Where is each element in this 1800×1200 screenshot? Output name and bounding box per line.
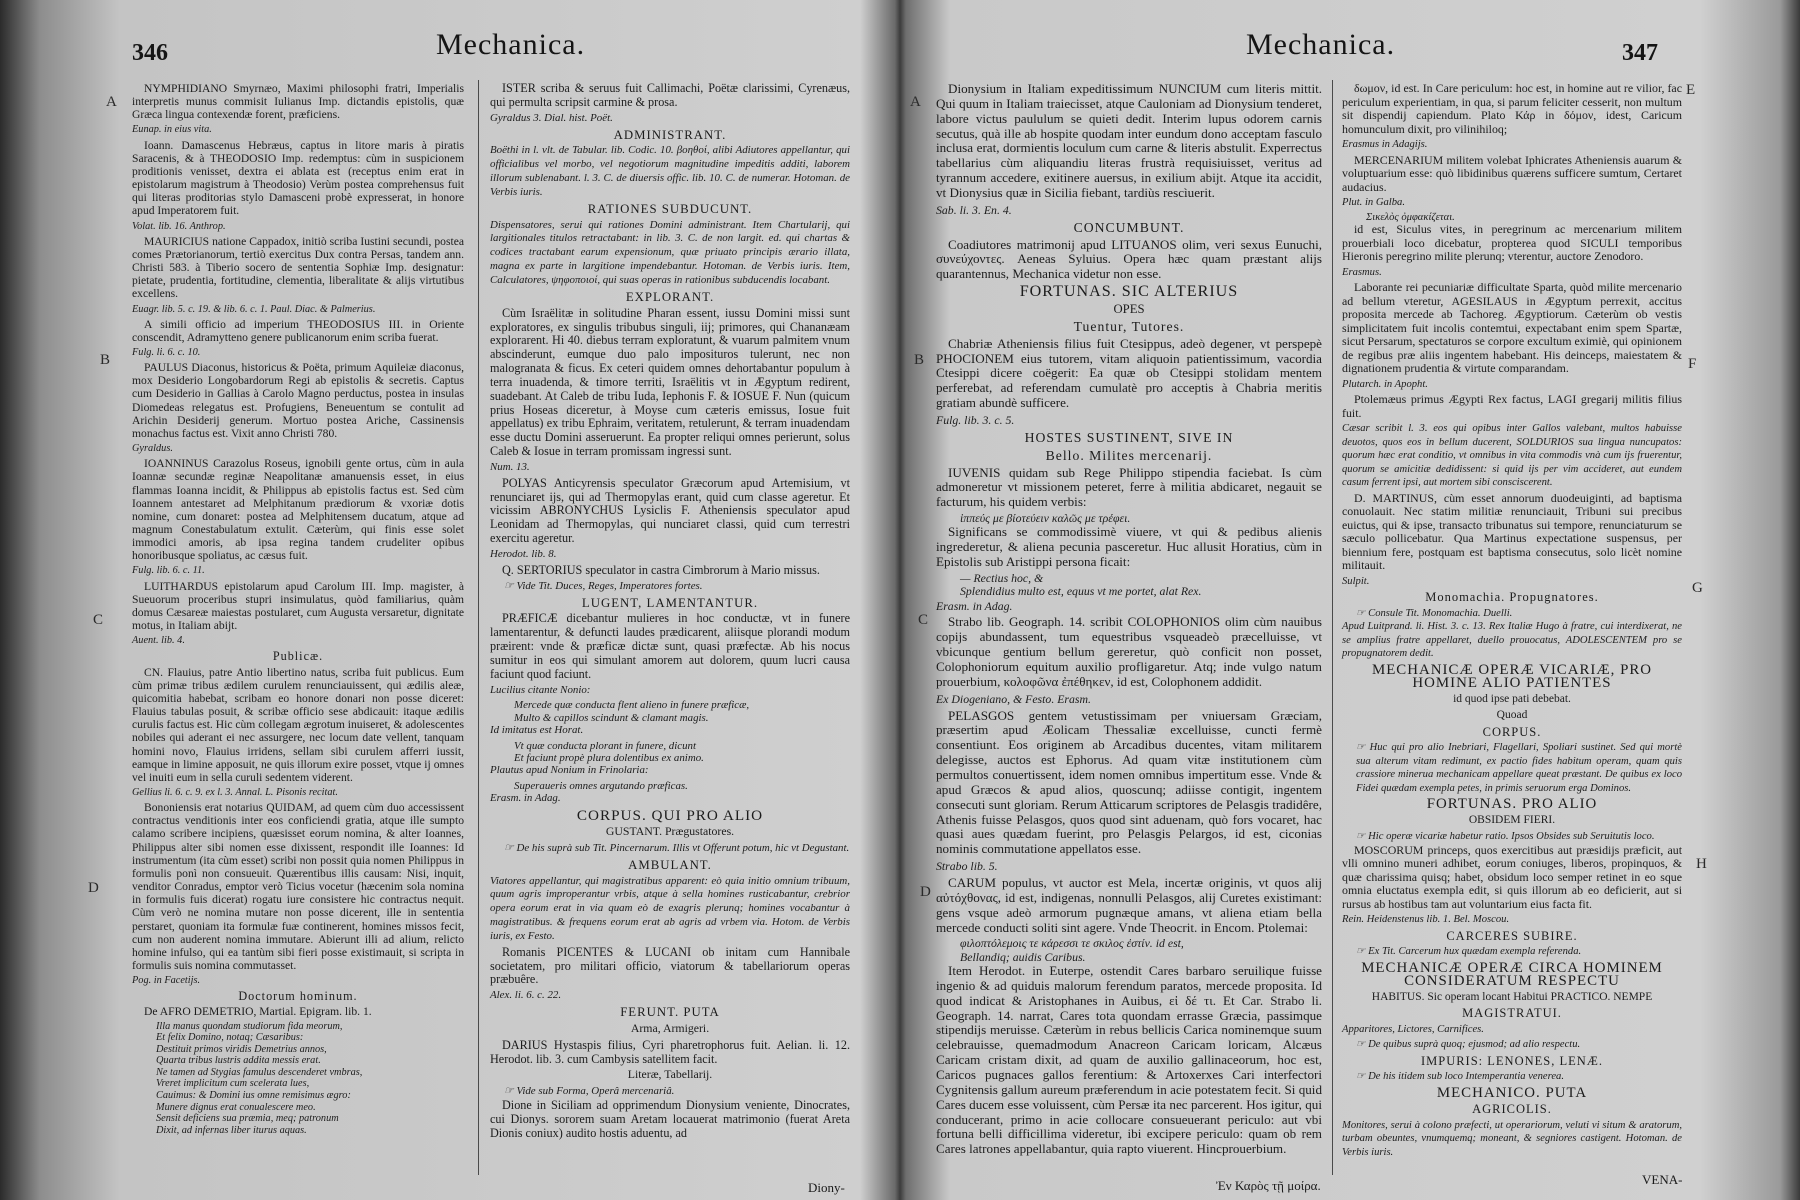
- paragraph: De AFRO DEMETRIO, Martial. Epigram. lib. 1.: [144, 1005, 372, 1019]
- cross-reference: ☞ De his itidem sub loco Intemperantia venerea.: [1356, 1071, 1564, 1083]
- verse-line: Ne tamen ad Stygias famulus descenderet vmbras,: [156, 1066, 363, 1078]
- paragraph: Cùm Israëlitæ in solitudine Pharan essent, iussu Domini missi sunt exploratores, ex singulis tribubus singuli, iij; primores, qui Chananæam explorarent. Hi 40. diebus terram exploratunt, & vuarum palmitem vnum abscinderunt, eumque duo palo imposituros tulerunt, nec non malogranata & ficus. Ex ceteri quidem omnes dehortabantur populum à terra inuadenda, & timore territi, Israëlitis vt in Ægyptum redirent, suadebant. At Caleb de tribu Iuda, Iephonis F. & IOSUE F. Nun (quicum prius Hoseas diceretur, à Moyse cum cæteris emissus, Iosue fuit appellatus) ex tribu Ephraim, veritatem, retulerunt, & terram inuadendam esse ductu Domini asseruerunt. Ea propter reliqui omnes perierunt, solus Caleb & Iosue in terram promissam ingressi sunt.: [490, 305, 850, 459]
- paragraph: CARUM populus, vt auctor est Mela, incertæ originis, vt quos alij αὐτόχθονας, id est, indigenas, nonnulli Pelasgos, alij Curetes existimant: gens vsque adeò armorum pugnæque amans, vt aliena etiam bella mercede conducti soliti sint agere. Vnde Theocrit. in Encom. Ptolemai:: [936, 875, 1322, 935]
- citation: Fulg. lib. 3. c. 5.: [936, 413, 1015, 428]
- citation: Rein. Heidenstenus lib. 1. Bel. Moscou.: [1342, 914, 1510, 926]
- citation: Plut. in Galba.: [1342, 197, 1405, 208]
- section-heading: ADMINISTRANT.: [613, 127, 727, 142]
- citation: Monitores, serui à colono præfecti, ut operariorum, veluti vi situm & aratorum, turbam obeuntes, vnumquemq; moneant, & segniores castigent. Hotoman. de Verbis iuris.: [1342, 1119, 1682, 1158]
- citation: Strabo lib. 5.: [936, 859, 998, 874]
- citation: Lucilius citante Nonio:: [490, 683, 591, 696]
- citation: Euagr. lib. 5. c. 19. & lib. 6. c. 1. Paul. Diac. & Palmerius.: [132, 303, 376, 315]
- paragraph: CN. Flauius, patre Antio libertino natus, scriba fuit publicus. Eum cùm primæ tribus ædilem curulem renunciauissent, qui ædilis aleæ, quicomitia habebat, scribam eo honore donari non posse diceret: Flauius tabulas posuit, & scribæ officio sese abdicauit: itaque ædilis curulis factus est. Hic cùm collegam ægrotum inuiseret, & adolescentes nobiles qui aderant ei nec assurgere, nec locum date vellent, tanquam homini novo, Flauius irridens, sellam sibi curulem afferri iussit, eamque in limine apposuit, ne quis illorum exire posset, vtque ij omnes vel inuiti eum in sella curuli sedentem viderent.: [132, 665, 464, 784]
- paragraph: Dionysium in Italiam expeditissimum NUNCIUM cum literis mittit. Qui quum in Italiam traiecisset, atque Cauloniam ad Dionysium tenderet, labore victus paululum se quieti dedit. Interim lupus odorem carnis secutus, quà ille ab hospite quodam inter eundum dono acceptam fasculo inclusa erat, dormientis loculum cum carne & literis abstulit. Experrectus tabellarius cùm aliquandiu literas frustrà requisiuisset, veritus ad tyrannum accedere, exitinere auersus, in exilium abijt. Atque ita accidit, vt Dionysius quæ in Sicilia fiebant, tardiùs rescìuerit.: [936, 81, 1322, 201]
- margin-letter: G: [1692, 580, 1703, 596]
- paragraph: δωμον, id est. In Care periculum: hoc est, in homine aut re vilior, fac periculum experientiam, in qua, si parum feliciter cesserit, non multum sit dispendij capiendum. Plato Κάρ in δόμον, idest, Caricum homunculum dixit, pro vilinihiloq;: [1342, 81, 1682, 136]
- paragraph: Q. SERTORIUS speculator in castra Cimbrorum à Mario missus.: [502, 562, 820, 577]
- citation: Erasmus in Adagijs.: [1342, 139, 1428, 150]
- verse-line: Sensit deficiens sua præmia, meq; patronum: [156, 1113, 339, 1125]
- citation: Cæsar scribit l. 3. eos qui opibus inter Gallos valebant, multos habuisse deuotos, quos eos in bellum ducerent, SOLDURIOS sua lingua nuncupatos: quorum hæc erat conditio, vt omnibus in vita commodis vnà cum ijs fruerentur, quorum se amicitiæ dedidissent: si quid ijs per vim accideret, aut eundem casum ferrent ipsi, aut mortem sibi consciscerent.: [1342, 423, 1682, 489]
- verse-line: Dixit, ad infernas liber iturus aquas.: [156, 1124, 307, 1136]
- verse-line: φιλοπτόλεμοις τε κάρεσσι τε σκιλος ἐστίν. id est,: [960, 936, 1184, 951]
- margin-letter: C: [918, 612, 929, 628]
- paragraph: Romanis PICENTES & LUCANI ob initam cum Hannibale societatem, pro militari officio, viatorum & tabellariorum operas præbuêre.: [490, 944, 850, 987]
- verse-line: Quarta tribus lustris addita messis erat.: [156, 1055, 321, 1067]
- column-divider: [478, 80, 479, 1175]
- sub-heading: Arma, Armigeri.: [630, 1020, 710, 1035]
- paragraph: id est, Siculus vites, in peregrinum ac mercenarium militem prouerbiali loco dicebatur, propterea quod SICULI temporibus Hieronis peregrino milite plerunq; vterentur, auctore Zenodoro.: [1342, 222, 1682, 264]
- verse-line: Superaueris omnes argutando præficas.: [514, 780, 688, 793]
- paragraph: POLYAS Anticyrensis speculator Græcorum apud Artemisium, vt renunciaret ijs, qui ad Thermopylas erant, quid cum classe ageretur. Et vicissim ABRONYCHUS Lysiclis F. Atheniensis speculator apud Leonidam ad Thermopylas, qui nunciaret classi, quid cum terrestri exercitu ageretur.: [490, 475, 850, 546]
- citation: Gyraldus.: [132, 443, 173, 455]
- page-number-left: 346: [132, 40, 168, 66]
- citation: Apud Luitprand. li. Hist. 3. c. 13. Rex Italiæ Hugo à fratre, cui interdixerat, ne se amplius fratre appellaret, duello prouocatus, ADOLESCENTEM pro se propugnatorem dedit.: [1342, 621, 1682, 660]
- citation: Boëthi in l. vlt. de Tabular. lib. Codic. 10. βοηθοί, alibi Adiutores appellantur, qui officialibus vel morbo, vel negotiorum magnitudine impeditis additi, laborem illorum sublenabant. l. 3. C. de diuersis offic. lib. 10. C. de numerar. Hotoman. de Verbis iuris.: [490, 144, 850, 198]
- section-heading: LUGENT, LAMENTANTUR.: [581, 595, 759, 610]
- margin-letter: H: [1696, 856, 1707, 872]
- sub-heading: GUSTANT. Prægustatores.: [605, 823, 735, 838]
- citation: Alex. li. 6. c. 22.: [490, 989, 562, 1002]
- section-heading: Bello. Milites mercenarij.: [1045, 447, 1213, 463]
- sub-heading: OPES: [1113, 302, 1145, 317]
- verse-line: ἱππεύς με βίοτεύειν καλῶς με τρέφει.: [960, 511, 1131, 526]
- paragraph: PAULUS Diaconus, historicus & Poëta, primum Aquileiæ diaconus, mox Desiderio Longobardorum Regi ab epistolis & secretis. Captus cum Desiderio in Gallias à Carolo Magno perductus, postea in insulas Diomedeas relegatus est. Profugiens, Beneuentum se contulit ad Arichin Desiderij generum. Mortuo postea Ariche, Cassinensis monachus factus est. Vixit anno Christi 780.: [132, 361, 464, 440]
- citation: Fulg. lib. 6. c. 11.: [132, 565, 205, 577]
- paragraph: IOANNINUS Carazolus Roseus, ignobili gente ortus, cùm in aula Ioannæ secundæ reginæ Neapolitanæ amanuensis esset, in eius flammas Ioanna incidit, & Philippus ab epistolis factus est. Sed cùm Ioannem antestaret ad Melphitanum prædiorum & vxoriæ dotis nomine, cum donaret: postea ad Melphitensem ducatum, atque ad magnum Conestabulatum extulit. Cæterùm, qui finis esse solet immodici amoris, ab ipsa regina tandem crudeliter opibus honoribusque spoliatus, ac cæsus fuit.: [132, 457, 464, 563]
- sub-heading: HABITUS. Sic operam locant Habitui PRACTICO. NEMPE: [1371, 990, 1653, 1003]
- section-heading: CARCERES SUBIRE.: [1446, 928, 1578, 943]
- citation: Fulg. li. 6. c. 10.: [132, 346, 201, 358]
- paragraph: Strabo lib. Geograph. 14. scribit COLOPHONIOS olim cùm nauibus copijs abundassent, tum equestribus vsqueadeò præcelluisse, vt vbicunque gentium bellum gereretur, quò conficit non posset, Colophoniorum equitum auxilio profligaretur. Atq; inde vulgo natum prouerbium, κολοφῶνα ἐπέθηκεν, id est, Colophonem addidit.: [936, 614, 1322, 689]
- cross-reference: ☞ Vide sub Forma, Operâ mercenariâ.: [504, 1085, 675, 1098]
- margin-letter: C: [93, 612, 104, 628]
- paragraph: MERCENARIUM militem volebat Iphicrates Atheniensis auarum & voluptuarium esse: quò libidinibus quærens sufficere sumtum, Certaret audacius.: [1342, 152, 1682, 194]
- section-heading: CORPUS.: [1482, 724, 1542, 739]
- margin-letter: B: [914, 352, 925, 368]
- citation: Erasmus.: [1342, 266, 1382, 278]
- verse-line: Vreret implicitum cum scelerata lues,: [156, 1078, 310, 1090]
- citation: Sulpit.: [1342, 575, 1370, 587]
- catchword-right: VENA-: [1642, 1172, 1683, 1187]
- right-page: [906, 0, 1800, 1200]
- citation: Plutarch. in Apopht.: [1342, 378, 1428, 390]
- paragraph: LUITHARDUS epistolarum apud Carolum III. Imp. magister, à Sueuorum proceribus stupri insimulatus, quòd familiarius, quàm domus Cæsareæ maiestas postularet, cum Augusta versaretur, dignitate motus, in Italiam abijt.: [132, 579, 464, 633]
- major-heading: MECHANICÆ OPERÆ CIRCA HOMINEM CONSIDERATUM RESPECTU: [1361, 959, 1663, 990]
- citation: Apparitores, Lictores, Carnifices.: [1342, 1023, 1484, 1035]
- cross-reference: ☞ De his suprà sub Tit. Pincernarum. Illis vt Offerunt potum, hic vt Degustant.: [504, 841, 850, 854]
- verse-line: Munere dignus erat conualescere meo.: [156, 1101, 316, 1113]
- section-heading: CONCUMBUNT.: [1073, 219, 1185, 235]
- paragraph: Chabriæ Atheniensis filius fuit Ctesippus, adeò degener, vt perspepè PHOCIONEM eius tutorem, vitam aliquoin patientissimum, vacordia Ctesippi dicere coëgerit: Ea quæ ob Ctesippi stolidam mentem perferebat, ad referendam cumulatè pro acceptis à Chabria meritis gratiam abundè sufficere.: [936, 335, 1322, 411]
- section-heading: Monomachia. Propugnatores.: [1425, 590, 1599, 605]
- verse-line: — Rectius hoc, &: [960, 571, 1044, 586]
- citation: Dispensatores, serui qui rationes Domini administrant. Item Chartularij, qui largitionales titulos retractabant: in lib. 3. C. de non largit. ed. qui chartas & codices tractabant earum expensionum, quæ priuato principis ærario illata, magna ex parte in largitione impendebantur. Hotoman. de Verbis iuris. Item, Calculatores, ψηφοποιοί, qui suas operas in rationibus subducendis locabant.: [490, 218, 850, 286]
- paragraph: PELASGOS gentem vetustissimam per vniuersam Græciam, præsertim apud Æolicam Thessaliæ excelluisse, cuncti fermè consentiunt. Eos originem ab Arcadibus ducentes, vitam militarem delegisse, auctos est Ephorus. Ad quam vitæ institutionem cùm permultos conuertissent, idem nomen omnibus impertitum esse. Vnde & apud Græcos & apud alios, quoscunq; adiisse contigit, ingentem consecuti sunt gloriam. Rerum Atticarum scriptores de Pelasgis tradidêre, Athenis fuisse Pelasgos, quos quod sint aduenam, quò fors vocaret, hac quasi aues quædam fuerint, pro Pelasgis Pelargos, id est, ciconias nominis commutatione appellatos esse.: [936, 707, 1322, 857]
- section-heading: Tuentur, Tutores.: [1073, 318, 1185, 334]
- catchword-left: Diony-: [808, 1180, 845, 1195]
- cross-reference: ☞ Huc qui pro alio Inebriari, Flagellari, Spoliari sustinet. Sed qui mortè sua alterum vitam redimunt, ex pactio fides habitum operam, quam quis crassiore minerua mechanicam appellare queat præstant. De quibus ex loco Fidei quædam exempla petes, in primis seruorum erga Dominos.: [1356, 742, 1682, 794]
- citation: Herodot. lib. 8.: [490, 548, 557, 560]
- margin-letter: E: [1686, 82, 1696, 98]
- margin-letter: D: [88, 880, 99, 896]
- major-heading: MECHANICÆ OPERÆ VICARIÆ, PRO HOMINE ALIO PATIENTES: [1371, 661, 1653, 692]
- section-heading: FERUNT. PUTA: [620, 1005, 720, 1020]
- citation: Viatores appellantur, qui magistratibus apparent: eò quia initio omnium tribuum, quum agris improperantur vrbis, atque à sella homines rusticabantur, crebrior opera eorum erat in via quam eò de exagris plerunq; homines vocabantur à magistratibus. & frequens eorum erat ab agris ad vrbem via. Hotom. de Verbis iuris, ex Festo.: [490, 874, 850, 942]
- citation: Gellius li. 6. c. 9. ex l. 3. Annal. L. Pisonis recitat.: [132, 786, 338, 798]
- running-title-right: Mechanica.: [1246, 28, 1396, 61]
- citation: Erasm. in Adag.: [490, 792, 561, 805]
- citation: Gyraldus 3. Dial. hist. Poët.: [490, 111, 613, 124]
- margin-letter: B: [100, 352, 111, 368]
- verse-line: Splendidius multo est, equus vt me portet, alat Rex.: [960, 584, 1202, 599]
- paragraph: IUVENIS quidam sub Rege Philippo stipendia faciebat. Is cùm admoneretur vt missionem peteret, ferre à militia abdicaret, negauit se facturum, his quidem verbis:: [936, 464, 1322, 510]
- verse-line: Et felix Domino, notaq; Cæsaribus:: [156, 1032, 304, 1044]
- citation: Id imitatus est Horat.: [490, 723, 584, 736]
- major-heading: CORPUS. QUI PRO ALIO: [576, 807, 764, 825]
- citation: Eunap. in eius vita.: [132, 124, 212, 136]
- left-column-1: [132, 82, 464, 1136]
- verse-line: Multo & capillos scindunt & clamant magis.: [514, 711, 709, 724]
- sub-heading: Literæ, Tabellarij.: [627, 1067, 713, 1082]
- citation: Auent. lib. 4.: [132, 635, 185, 647]
- right-column-1: [936, 82, 1322, 1159]
- paragraph: ISTER scriba & seruus fuit Callimachi, Poëtæ clarissimi, Cyrenæus, qui permulta scripsit carmine & prosa.: [490, 81, 850, 109]
- verse-line: Illa manus quondam studiorum fida meorum,: [156, 1020, 343, 1032]
- cross-reference: ☞ Ex Tit. Carcerum hux quædam exempla referenda.: [1356, 946, 1582, 958]
- running-title-left: Mechanica.: [436, 28, 586, 61]
- right-column-2: [1342, 82, 1682, 1161]
- page-number-right: 347: [1622, 40, 1658, 66]
- cross-reference: ☞ Consule Tit. Monomachia. Duelli.: [1356, 607, 1513, 619]
- paragraph: Laborante rei pecuniariæ difficultate Sparta, quòd milite mercenario ad bellum vteretur, AGESILAUS in Ægyptum perrexit, accitus proposita mercede ab Tachoreg. Ægyptiorum. Cæterùm ob vestis simplicitatem fuit incolis contemtui, expectabant enim spem Spartæ, sicut Persarum, spectaturos se corpore excultum eximiè, qui opinionem de regibus præ aliis ingentem habebant. His deinceps, maiestatem & dignationem prudentia & virtute comparandam.: [1342, 280, 1682, 376]
- paragraph: Coadiutores matrimonij apud LITUANOS olim, veri sexus Eunuchi, συνεύχοντες. Aeneas Syluius. Opera hæc quam præstant alijs quarantennus, Mechanica videtur non esse.: [936, 236, 1322, 282]
- margin-letter: D: [920, 884, 931, 900]
- verse-line: Destituit primos viridis Demetrius annos,: [156, 1043, 327, 1055]
- paragraph: Item Herodot. in Euterpe, ostendit Cares barbaro seruilique fuisse ingenio & ad quiduis malorum ferendum paratos, mercede proposita. Id quod indicat & Aristophanes in Auibus, εἰ δέ τι. Et Car. Strabo li. Geograph. 14. narrat, Cares tota quondam errasse Græcia, passimque stipendijs meruisse. Cæterùm in rebus bellicis Carica nominemque suum celebrauisse, quemadmodum Anacreon Caricam loricam, Alcæus Caricam cristam dixit, ad quam de auxilio gallinaceorum, hoc est, Caricos pugnaces gallos ferentium: & Artoxerxes Cari interfectori Cygnitensis gallum aureum præferendum in acie potestatem fecit. Si quid Cares ducem esse voluissent, cùm Persæ ita nec parcerent. Hos igitur, qui conducerant, primo in acie collocare consueuerant periculo: aut vbi fortuna belli difficillima videretur, ibi excipere periculo: quam ob rem Cares latrones appellabantur, quia rapto viuerent. Hincprouerbium.: [936, 963, 1322, 1157]
- left-page: [0, 0, 895, 1200]
- citation: Ex Diogeniano, & Festo. Erasm.: [936, 691, 1091, 706]
- major-heading: FORTUNAS. PRO ALIO: [1426, 796, 1598, 813]
- section-heading: AGRICOLIS.: [1472, 1102, 1552, 1117]
- margin-letter: A: [910, 94, 921, 110]
- sub-heading: OBSIDEM FIERI.: [1468, 813, 1556, 826]
- citation: Erasm. in Adag.: [936, 598, 1013, 613]
- paragraph: Bononiensis erat notarius QUIDAM, ad quem cùm duo accessissent contractus venditionis inter eos conficiendi gratia, atque ille sumpto calamo scribere incipiens, quæsisset eorum nomina, & alter Ioannes, Philippus alter sibi nomen esse dixissent, respondit ille Ioannes: Id instrumentum (ita cùm esset) scribi non possit quia nomen Philippus in formulis ponì non consueuit. Quærentibus illis causam: Nisi, inquit, venditor Conradus, emptor verò Ticius vocetur (hæcenim sola nomina in formulis fuis dicerat) rogatu iure consistere hic contractus nequit. Cùm verò ne nomina mutare non posse dicerent, ille in sententia perstaret, quoniam ita formulæ fuæ continerent, homines missos fecit, cum non auderent nomina immutare. Abierunt illi ad alium, relicto homine infulso, qui ea tantùm sibi fieri posse existimauit, si scripta in formulis suis nomina commutasset.: [132, 801, 464, 972]
- paragraph: A simili officio ad imperium THEODOSIUS III. in Oriente conscendit, Adramytteno genere publicanorum enim scriba fuerat.: [132, 317, 464, 344]
- verse-line: Cauimus: & Domini ius omne remisimus ægro:: [156, 1090, 351, 1101]
- verse-line: Bellandiq; auidis Caribus.: [960, 949, 1086, 964]
- cross-reference: ☞ De quibus suprà quoq; ejusmod; ad alio respectu.: [1356, 1039, 1581, 1051]
- catchword-right-col1: Ἐν Καρὸς τῇ μοίρα.: [1216, 1178, 1321, 1193]
- major-heading: MECHANICO. PUTA: [1436, 1084, 1588, 1101]
- citation: Plautus apud Nonium in Frinolaria:: [490, 764, 649, 777]
- section-heading: Doctorum hominum.: [238, 989, 358, 1004]
- paragraph: NYMPHIDIANO Smyrnæo, Maximi philosophi fratri, Imperialis interpretis munus commisit Iulianus Imp. dictandis epistolis, quæ Græca lingua contexendæ forent, præficiens.: [132, 82, 464, 122]
- sub-heading: Quoad: [1496, 709, 1528, 722]
- paragraph: Significans se commodissimè viuere, vt qui & pedibus alienis ingrederetur, & aliena pecunia pasceretur. Huc allusit Horatius, cùm in Epistolis sub Aristippi persona ficait:: [936, 524, 1322, 570]
- paragraph: D. MARTINUS, cùm esset annorum duodeuiginti, ad baptisma conuolauit. Nec statim militiæ renunciauit, Tribuni sui precibus euictus, qui & ipse, transacto tribunatus sui tempore, renunciaturum se sæculo pollicebatur. Qua Martinus expectatione suspensus, per biennium fere, postquam est baptisma consecutus, solo licèt nomine militauit.: [1342, 490, 1682, 573]
- cross-reference: ☞ Vide Tit. Duces, Reges, Imperatores fortes.: [504, 579, 703, 592]
- paragraph: Ioann. Damascenus Hebræus, captus in litore maris à piratis Saracenis, & à THEODOSIO Imp. redemptus: cùm in suspicionem proditionis venisset, dextra ei ablata est (receptus enim erat in epistolarum magistrum à Theodosio) Verùm postea comprehensus fuit qui literas proditorias stylo Damasceni probè expresserat, in honore apud Imperatorem fuit.: [132, 138, 464, 218]
- verse-line: Σικελὸς ὀμφακίζεται.: [1366, 211, 1455, 223]
- section-heading: EXPLORANT.: [625, 289, 715, 304]
- section-heading: MAGISTRATUI.: [1462, 1006, 1562, 1021]
- paragraph: MOSCORUM princeps, quos exercitibus aut præsidijs præficit, aut vlli omnino muneri adhibet, eorum coniuges, liberos, propinquos, & quæ charissima quisq; habet, obsidum loco semper retinet in eo sque omnia eluctatus exempla edit, si quis illorum ab eo deficierit, aut si rursus ab hostibus tam aut voluntarium eius facta fit.: [1342, 842, 1682, 911]
- verse-line: Mercede quæ conducta flent alieno in funere præficæ,: [514, 699, 750, 712]
- paragraph: DARIUS Hystaspis filius, Cyri pharetrophorus fuit. Aelian. li. 12. Herodot. lib. 3. cum Cambysis satellitem facit.: [490, 1037, 850, 1066]
- section-heading: HOSTES SUSTINENT, SIVE IN: [1024, 429, 1234, 445]
- paragraph: Dione in Siciliam ad opprimendum Dionysium veniente, Dinocrates, cui Dionys. sororem suam Aretam locauerat matrimonio (fuerat Areta Dionis coniux) audito hostis aduentu, ad: [490, 1098, 850, 1140]
- section-heading: IMPURIS: LENONES, LENÆ.: [1420, 1053, 1604, 1068]
- citation: Volat. lib. 16. Anthrop.: [132, 220, 226, 232]
- citation: Num. 13.: [490, 460, 530, 473]
- paragraph: PRÆFICÆ dicebantur mulieres in hoc conductæ, vt in funere lamentarentur, & defuncti laudes prædicarent, aliisque plorandi modum præirent: vnde & præficæ dictæ sunt, quasi præfectæ. Ab his nocus sumitur in eos qui simulant amorem aut dolorem, quum lucri causa faciunt quod faciunt.: [490, 611, 850, 681]
- section-heading: Publicæ.: [272, 649, 324, 664]
- paragraph: Ptolemæus primus Ægypti Rex factus, LAGI gregarij militis filius fuit.: [1342, 392, 1682, 420]
- section-heading: AMBULANT.: [628, 857, 712, 872]
- column-divider: [1332, 80, 1333, 1175]
- margin-letter: F: [1688, 356, 1697, 372]
- paragraph: MAURICIUS natione Cappadox, initiò scriba Iustini secundi, postea comes Prætorianorum, tertiò exercitus Dux contra Persas, tandem ann. Christi 583. à Tiberio socero de sententia Sophiæ Imp. designatur: pietate, prudentia, fortitudine, clementia, liberalitate & alijs virtutibus excellens.: [132, 234, 464, 301]
- sub-heading: id quod ipse pati debebat.: [1453, 692, 1571, 705]
- citation: Sab. li. 3. En. 4.: [936, 202, 1012, 217]
- left-column-2: [490, 82, 850, 1143]
- section-heading: RATIONES SUBDUCUNT.: [587, 201, 753, 216]
- major-heading: FORTUNAS. SIC ALTERIUS: [1019, 283, 1239, 301]
- citation: Pog. in Facetijs.: [132, 975, 201, 987]
- margin-letter: A: [106, 94, 117, 110]
- verse-line: Vt quæ conducta plorant in funere, dicunt: [514, 739, 696, 752]
- verse-line: Et faciunt propè plura dolentibus ex animo.: [514, 751, 704, 764]
- cross-reference: ☞ Hic operæ vicariæ habetur ratio. Ipsos Obsides sub Seruitutis loco.: [1356, 831, 1655, 843]
